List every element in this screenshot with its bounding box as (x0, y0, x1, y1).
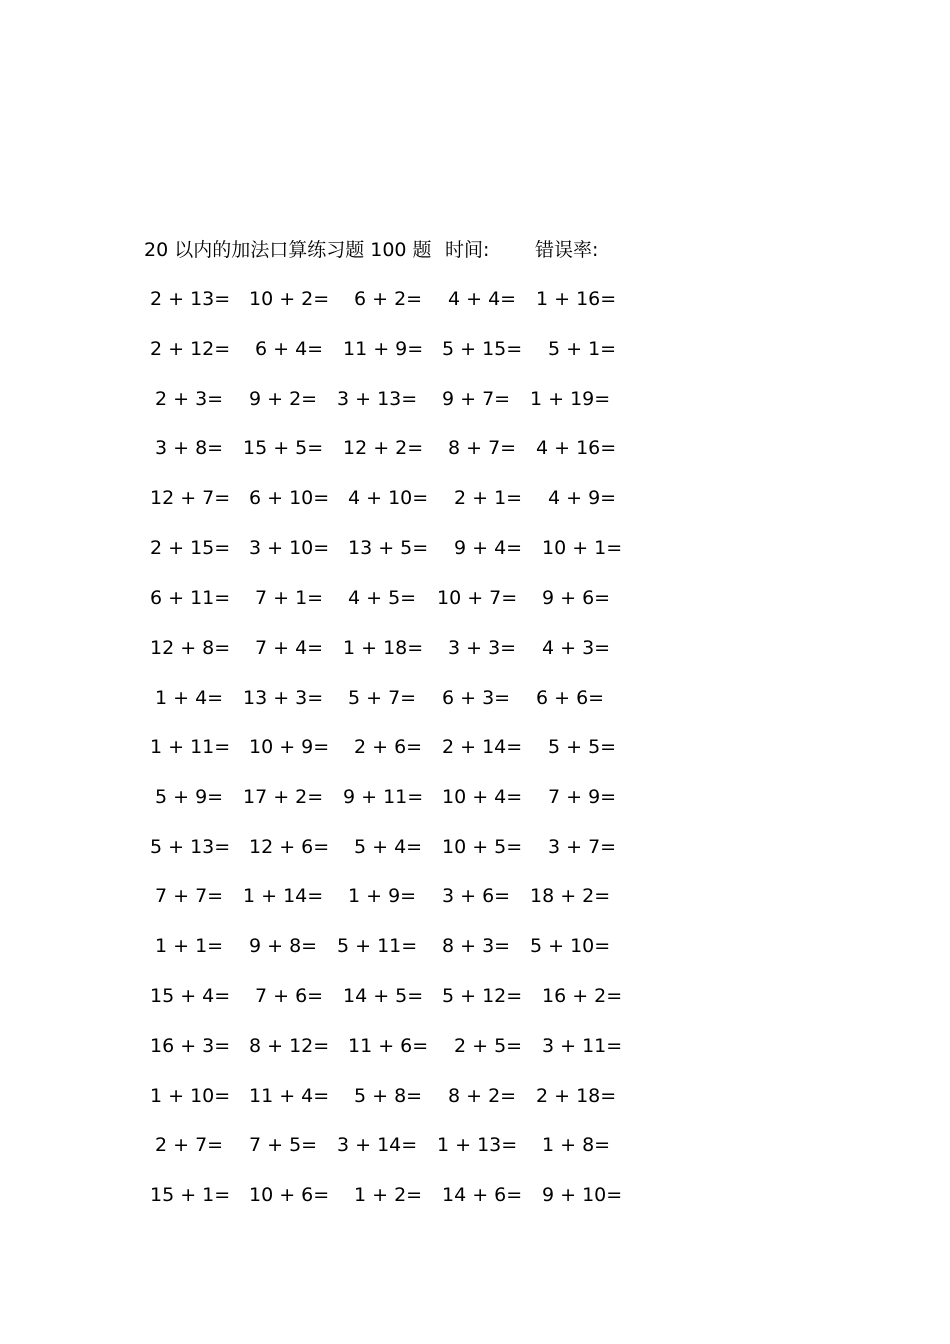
addition-problem: 2 + 18= (536, 1085, 617, 1107)
addition-problem: 1 + 14= (243, 885, 324, 907)
addition-problem: 2 + 15= (150, 537, 231, 559)
addition-problem: 2 + 14= (442, 736, 523, 758)
addition-problem: 15 + 1= (150, 1184, 231, 1206)
addition-problem: 3 + 7= (548, 836, 617, 858)
addition-problem: 7 + 7= (155, 885, 224, 907)
addition-problem: 9 + 7= (442, 388, 511, 410)
addition-problem: 1 + 9= (348, 885, 417, 907)
addition-problem: 4 + 9= (548, 487, 617, 509)
problem-row (0, 534, 950, 562)
addition-problem: 11 + 6= (348, 1035, 429, 1057)
addition-problem: 8 + 3= (442, 935, 511, 957)
addition-problem: 1 + 8= (542, 1134, 611, 1156)
addition-problem: 1 + 13= (437, 1134, 518, 1156)
addition-problem: 13 + 3= (243, 687, 324, 709)
addition-problem: 14 + 5= (343, 985, 424, 1007)
addition-problem: 7 + 1= (255, 587, 324, 609)
problem-row (0, 1032, 950, 1060)
time-label: 时间: (445, 239, 490, 261)
addition-problem: 6 + 2= (354, 288, 423, 310)
addition-problem: 5 + 10= (530, 935, 611, 957)
addition-problem: 15 + 5= (243, 437, 324, 459)
addition-problem: 4 + 3= (542, 637, 611, 659)
addition-problem: 2 + 7= (155, 1134, 224, 1156)
addition-problem: 3 + 3= (448, 637, 517, 659)
problem-row (0, 684, 950, 712)
addition-problem: 4 + 16= (536, 437, 617, 459)
addition-problem: 8 + 2= (448, 1085, 517, 1107)
problem-row (0, 882, 950, 910)
addition-problem: 3 + 8= (155, 437, 224, 459)
addition-problem: 5 + 15= (442, 338, 523, 360)
addition-problem: 16 + 2= (542, 985, 623, 1007)
addition-problem: 12 + 8= (150, 637, 231, 659)
addition-problem: 5 + 7= (348, 687, 417, 709)
addition-problem: 7 + 6= (255, 985, 324, 1007)
problem-row (0, 285, 950, 313)
addition-problem: 3 + 6= (442, 885, 511, 907)
addition-problem: 5 + 13= (150, 836, 231, 858)
problem-row (0, 385, 950, 413)
problem-row (0, 484, 950, 512)
problem-row (0, 733, 950, 761)
addition-problem: 5 + 5= (548, 736, 617, 758)
problem-row (0, 1082, 950, 1110)
problem-row (0, 1131, 950, 1159)
addition-problem: 10 + 1= (542, 537, 623, 559)
error-rate-label: 错误率: (535, 239, 599, 261)
addition-problem: 6 + 6= (536, 687, 605, 709)
addition-problem: 4 + 4= (448, 288, 517, 310)
problem-row (0, 833, 950, 861)
addition-problem: 5 + 9= (155, 786, 224, 808)
problem-row (0, 434, 950, 462)
addition-problem: 1 + 1= (155, 935, 224, 957)
problem-row (0, 932, 950, 960)
addition-problem: 7 + 5= (249, 1134, 318, 1156)
addition-problem: 9 + 10= (542, 1184, 623, 1206)
addition-problem: 9 + 4= (454, 537, 523, 559)
addition-problem: 4 + 5= (348, 587, 417, 609)
addition-problem: 2 + 12= (150, 338, 231, 360)
addition-problem: 1 + 19= (530, 388, 611, 410)
addition-problem: 12 + 6= (249, 836, 330, 858)
addition-problem: 5 + 4= (354, 836, 423, 858)
worksheet-title: 20 以内的加法口算练习题 100 题 (144, 239, 432, 261)
addition-problem: 1 + 11= (150, 736, 231, 758)
addition-problem: 10 + 5= (442, 836, 523, 858)
addition-problem: 6 + 3= (442, 687, 511, 709)
addition-problem: 10 + 9= (249, 736, 330, 758)
addition-problem: 6 + 10= (249, 487, 330, 509)
addition-problem: 12 + 2= (343, 437, 424, 459)
addition-problem: 10 + 2= (249, 288, 330, 310)
addition-problem: 10 + 4= (442, 786, 523, 808)
addition-problem: 6 + 11= (150, 587, 231, 609)
problem-row (0, 783, 950, 811)
addition-problem: 11 + 4= (249, 1085, 330, 1107)
addition-problem: 10 + 7= (437, 587, 518, 609)
problem-row (0, 634, 950, 662)
addition-problem: 10 + 6= (249, 1184, 330, 1206)
addition-problem: 3 + 10= (249, 537, 330, 559)
addition-problem: 5 + 1= (548, 338, 617, 360)
addition-problem: 14 + 6= (442, 1184, 523, 1206)
addition-problem: 9 + 11= (343, 786, 424, 808)
addition-problem: 12 + 7= (150, 487, 231, 509)
addition-problem: 13 + 5= (348, 537, 429, 559)
addition-problem: 15 + 4= (150, 985, 231, 1007)
addition-problem: 4 + 10= (348, 487, 429, 509)
addition-problem: 9 + 6= (542, 587, 611, 609)
addition-problem: 5 + 8= (354, 1085, 423, 1107)
addition-problem: 5 + 11= (337, 935, 418, 957)
addition-problem: 17 + 2= (243, 786, 324, 808)
addition-problem: 7 + 9= (548, 786, 617, 808)
addition-problem: 9 + 8= (249, 935, 318, 957)
addition-problem: 3 + 13= (337, 388, 418, 410)
addition-problem: 9 + 2= (249, 388, 318, 410)
addition-problem: 1 + 2= (354, 1184, 423, 1206)
problem-row (0, 584, 950, 612)
addition-problem: 2 + 3= (155, 388, 224, 410)
addition-problem: 2 + 1= (454, 487, 523, 509)
addition-problem: 8 + 12= (249, 1035, 330, 1057)
addition-problem: 16 + 3= (150, 1035, 231, 1057)
addition-problem: 5 + 12= (442, 985, 523, 1007)
addition-problem: 18 + 2= (530, 885, 611, 907)
addition-problem: 8 + 7= (448, 437, 517, 459)
problem-row (0, 1181, 950, 1209)
problem-row (0, 982, 950, 1010)
addition-problem: 2 + 5= (454, 1035, 523, 1057)
addition-problem: 1 + 18= (343, 637, 424, 659)
addition-problem: 3 + 11= (542, 1035, 623, 1057)
addition-problem: 3 + 14= (337, 1134, 418, 1156)
addition-problem: 11 + 9= (343, 338, 424, 360)
addition-problem: 7 + 4= (255, 637, 324, 659)
addition-problem: 1 + 16= (536, 288, 617, 310)
addition-problem: 2 + 13= (150, 288, 231, 310)
addition-problem: 2 + 6= (354, 736, 423, 758)
problem-row (0, 335, 950, 363)
addition-problem: 6 + 4= (255, 338, 324, 360)
addition-problem: 1 + 10= (150, 1085, 231, 1107)
addition-problem: 1 + 4= (155, 687, 224, 709)
